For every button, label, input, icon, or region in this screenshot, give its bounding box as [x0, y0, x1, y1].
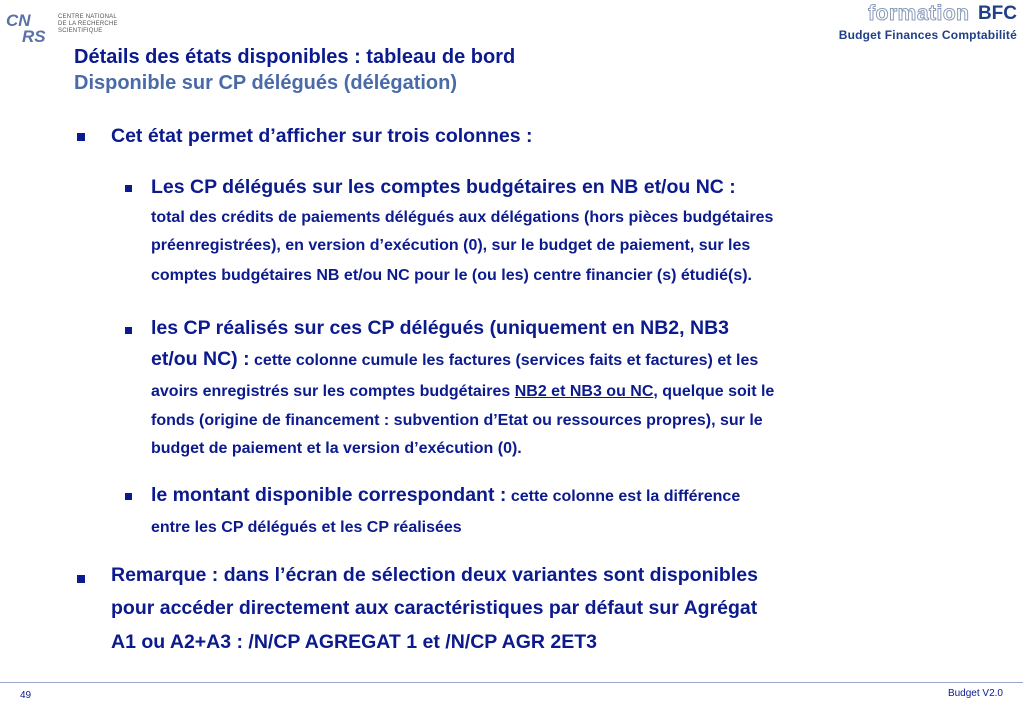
sub-bullet-text: cette colonne est la différence	[510, 488, 741, 505]
sub-bullet-text: total des crédits de paiements délégués aux délégations (hors pièces budgétaires	[151, 209, 774, 226]
page-subtitle: Disponible sur CP délégués (délégation)	[74, 72, 458, 94]
svg-text:RS: RS	[22, 27, 46, 44]
footer-version: Budget V2.0	[947, 688, 1003, 699]
page-title: Détails des états disponibles : tableau de bord	[74, 46, 516, 68]
formation-bfc-logo	[797, 2, 1017, 52]
cnrs-logo-icon	[6, 8, 54, 44]
page-number: 49	[20, 690, 32, 701]
sub-bullet-text: budget de paiement et la version d’exécution (0).	[151, 440, 522, 457]
sub-bullet-heading: les CP réalisés sur ces CP délégués (uniquement en NB2, NB3	[151, 317, 730, 339]
sub-bullet-text: cette colonne cumule les factures (services faits et factures) et les	[254, 352, 759, 369]
cnrs-logo-text: CENTRE NATIONAL DE LA RECHERCHE SCIENTIFIQUE	[58, 14, 118, 34]
svg-text:CN: CN	[6, 11, 31, 30]
bullet-text: Remarque : dans l’écran de sélection deux variantes sont disponibles	[111, 564, 758, 586]
sub-bullet-text: préenregistrées), en version d’exécution (0), sur le budget de paiement, sur les	[151, 237, 751, 254]
sub-bullet-text: , quelque soit le	[653, 383, 775, 400]
sub-bullet-text: comptes budgétaires NB et/ou NC pour le (ou les) centre financier (s) étudié(s).	[151, 267, 752, 284]
footer-divider	[0, 682, 1023, 683]
bfc-logo-subtitle: Budget Finances Comptabilité	[838, 28, 1017, 42]
bullet-text: Cet état permet d’afficher sur trois colonnes :	[111, 125, 533, 147]
bullet-marker	[77, 133, 85, 141]
sub-bullet-heading: Les CP délégués sur les comptes budgétaires en NB et/ou NC :	[151, 176, 736, 198]
formation-logo-text: formation	[868, 2, 970, 25]
sub-bullet-text: fonds (origine de financement : subvention d’Etat ou ressources propres), sur le	[151, 412, 763, 429]
sub-bullet-text: entre les CP délégués et les CP réalisées	[151, 519, 462, 536]
cnrs-logo	[6, 8, 116, 44]
sub-bullet-marker	[125, 493, 132, 500]
sub-bullet-line	[151, 348, 758, 371]
bullet-text: A1 ou A2+A3 : /N/CP AGREGAT 1 et /N/CP AGR 2ET3	[111, 631, 597, 653]
sub-bullet-heading: le montant disponible correspondant :	[151, 484, 507, 506]
sub-bullet-marker	[125, 185, 132, 192]
sub-bullet-line	[151, 383, 774, 401]
bfc-logo-text: BFC	[977, 3, 1017, 24]
bullet-marker	[77, 575, 85, 583]
sub-bullet-text: avoirs enregistrés sur les comptes budgétaires	[151, 383, 511, 400]
sub-bullet-line	[151, 484, 740, 507]
sub-bullet-marker	[125, 327, 132, 334]
underlined-text: NB2 et NB3 ou NC	[514, 383, 654, 400]
bullet-text: pour accéder directement aux caractéristiques par défaut sur Agrégat	[111, 597, 758, 619]
sub-bullet-heading: et/ou NC) :	[151, 348, 250, 370]
